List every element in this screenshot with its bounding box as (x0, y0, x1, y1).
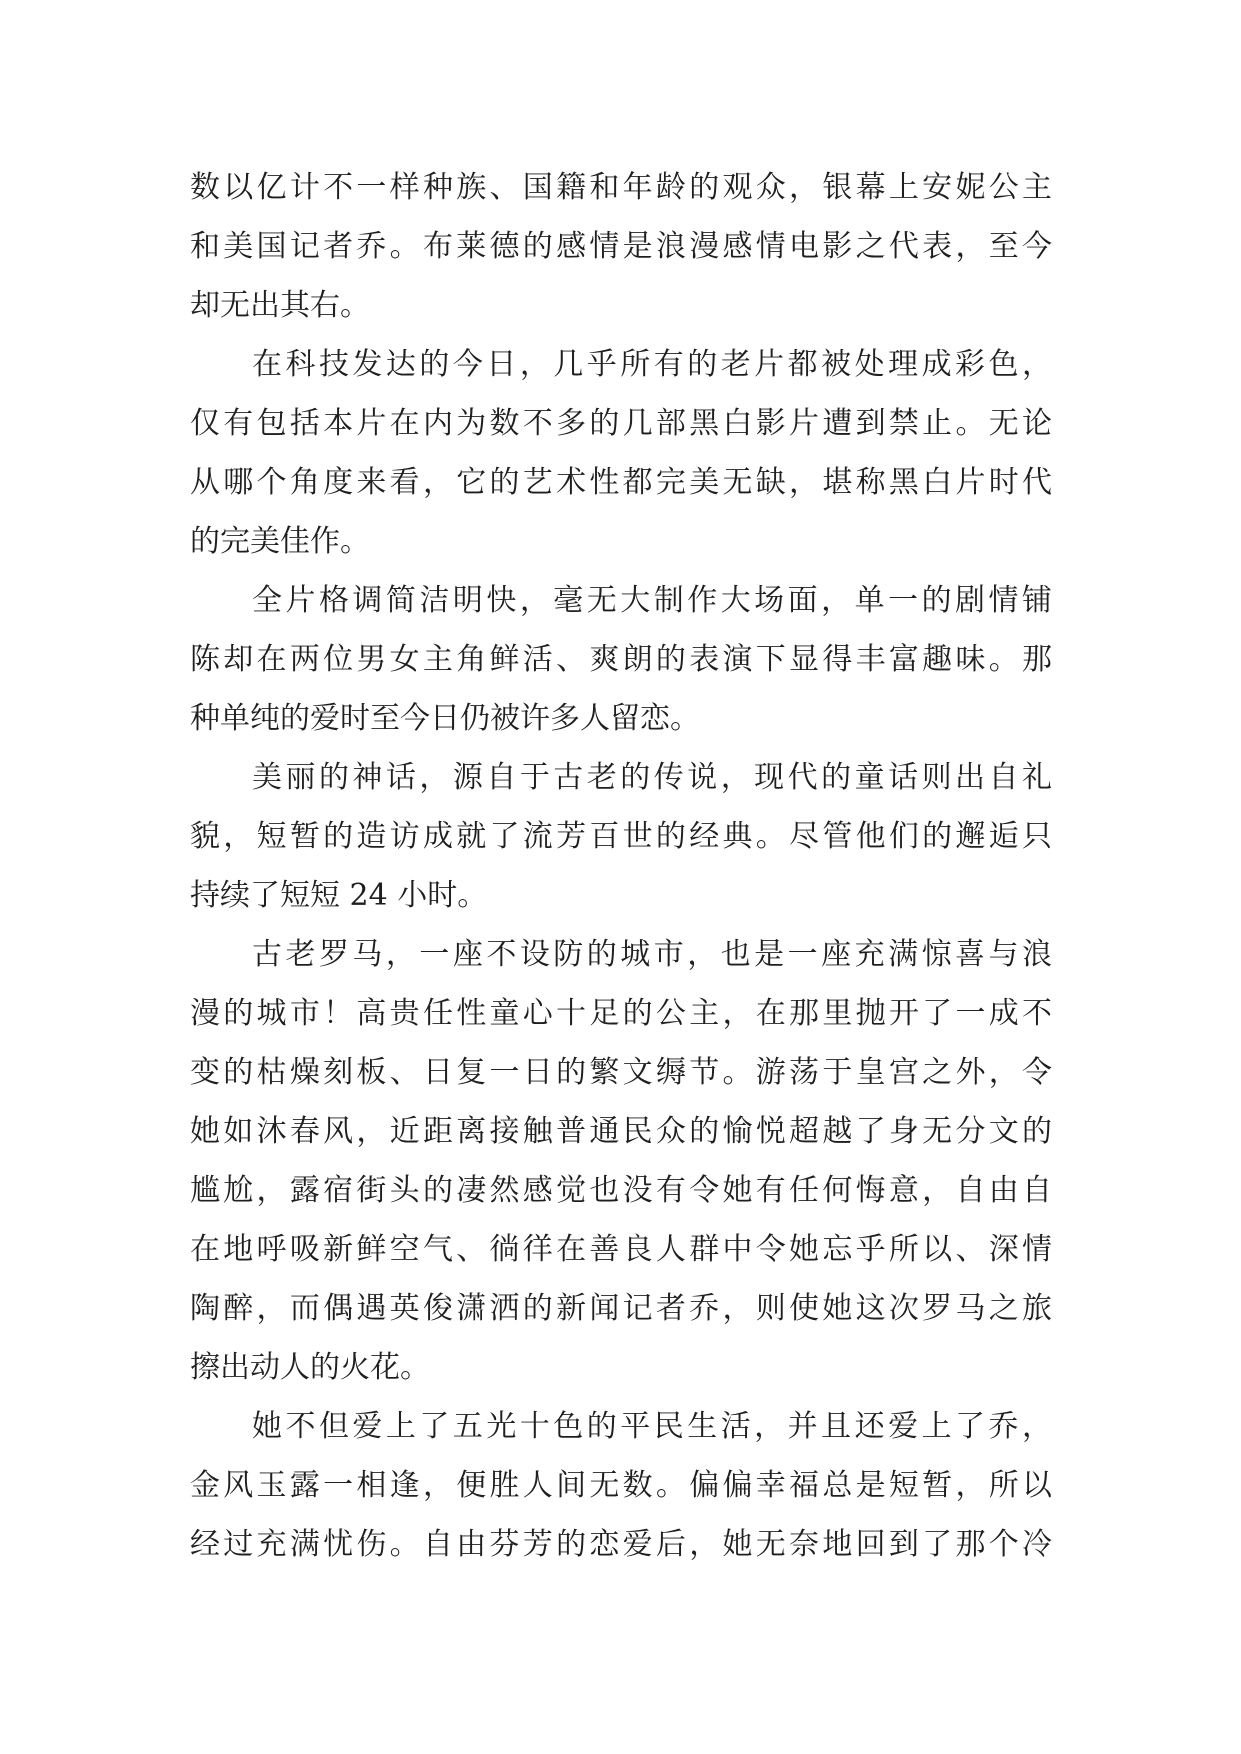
paragraph (190, 335, 1052, 571)
text-line: 种单纯的爱时至今日仍被许多人留恋。 (190, 701, 700, 736)
text-line: 她不但爱上了五光十色的平民生活，并且还爱上了乔， (252, 1409, 1052, 1444)
text-line: 古老罗马，一座不设防的城市，也是一座充满惊喜与浪 (252, 937, 1052, 972)
paragraph (190, 925, 1052, 1397)
text-line: 陶醉，而偶遇英俊潇洒的新闻记者乔，则使她这次罗马之旅 (190, 1291, 1052, 1326)
text-line: 在地呼吸新鲜空气、徜徉在善良人群中令她忘乎所以、深情 (190, 1232, 1052, 1267)
text-line: 擦出动人的火花。 (190, 1350, 430, 1385)
text-line: 数以亿计不一样种族、国籍和年龄的观众，银幕上安妮公主 (190, 170, 1052, 205)
text-line: 金风玉露一相逢，便胜人间无数。偏偏幸福总是短暂，所以 (190, 1468, 1052, 1503)
text-line: 她如沐春风，近距离接触普通民众的愉悦超越了身无分文的 (190, 1114, 1052, 1149)
text-line: 却无出其右。 (190, 288, 370, 323)
text-line: 全片格调简洁明快，毫无大制作大场面，单一的剧情铺 (252, 583, 1052, 618)
paragraph (190, 571, 1052, 748)
paragraph (190, 1397, 1052, 1574)
text-line: 持续了短短 24 小时。 (190, 878, 488, 913)
text-line: 的完美佳作。 (190, 524, 370, 559)
text-line: 经过充满忧伤。自由芬芳的恋爱后，她无奈地回到了那个冷 (190, 1527, 1052, 1562)
text-line: 尴尬，露宿街头的凄然感觉也没有令她有任何悔意，自由自 (190, 1173, 1052, 1208)
text-line: 和美国记者乔。布莱德的感情是浪漫感情电影之代表，至今 (190, 229, 1052, 264)
text-line: 貌，短暂的造访成就了流芳百世的经典。尽管他们的邂逅只 (190, 819, 1052, 854)
text-line: 变的枯燥刻板、日复一日的繁文缛节。游荡于皇宫之外，令 (190, 1055, 1052, 1090)
text-line: 在科技发达的今日，几乎所有的老片都被处理成彩色， (252, 347, 1052, 382)
text-line: 陈却在两位男女主角鲜活、爽朗的表演下显得丰富趣味。那 (190, 642, 1052, 677)
paragraph (190, 158, 1052, 335)
text-line: 从哪个角度来看，它的艺术性都完美无缺，堪称黑白片时代 (190, 465, 1052, 500)
document-page (190, 158, 1052, 1574)
text-line: 仅有包括本片在内为数不多的几部黑白影片遭到禁止。无论 (190, 406, 1052, 441)
text-line: 漫的城市！高贵任性童心十足的公主，在那里抛开了一成不 (190, 996, 1052, 1031)
text-line: 美丽的神话，源自于古老的传说，现代的童话则出自礼 (252, 760, 1052, 795)
paragraph (190, 748, 1052, 925)
